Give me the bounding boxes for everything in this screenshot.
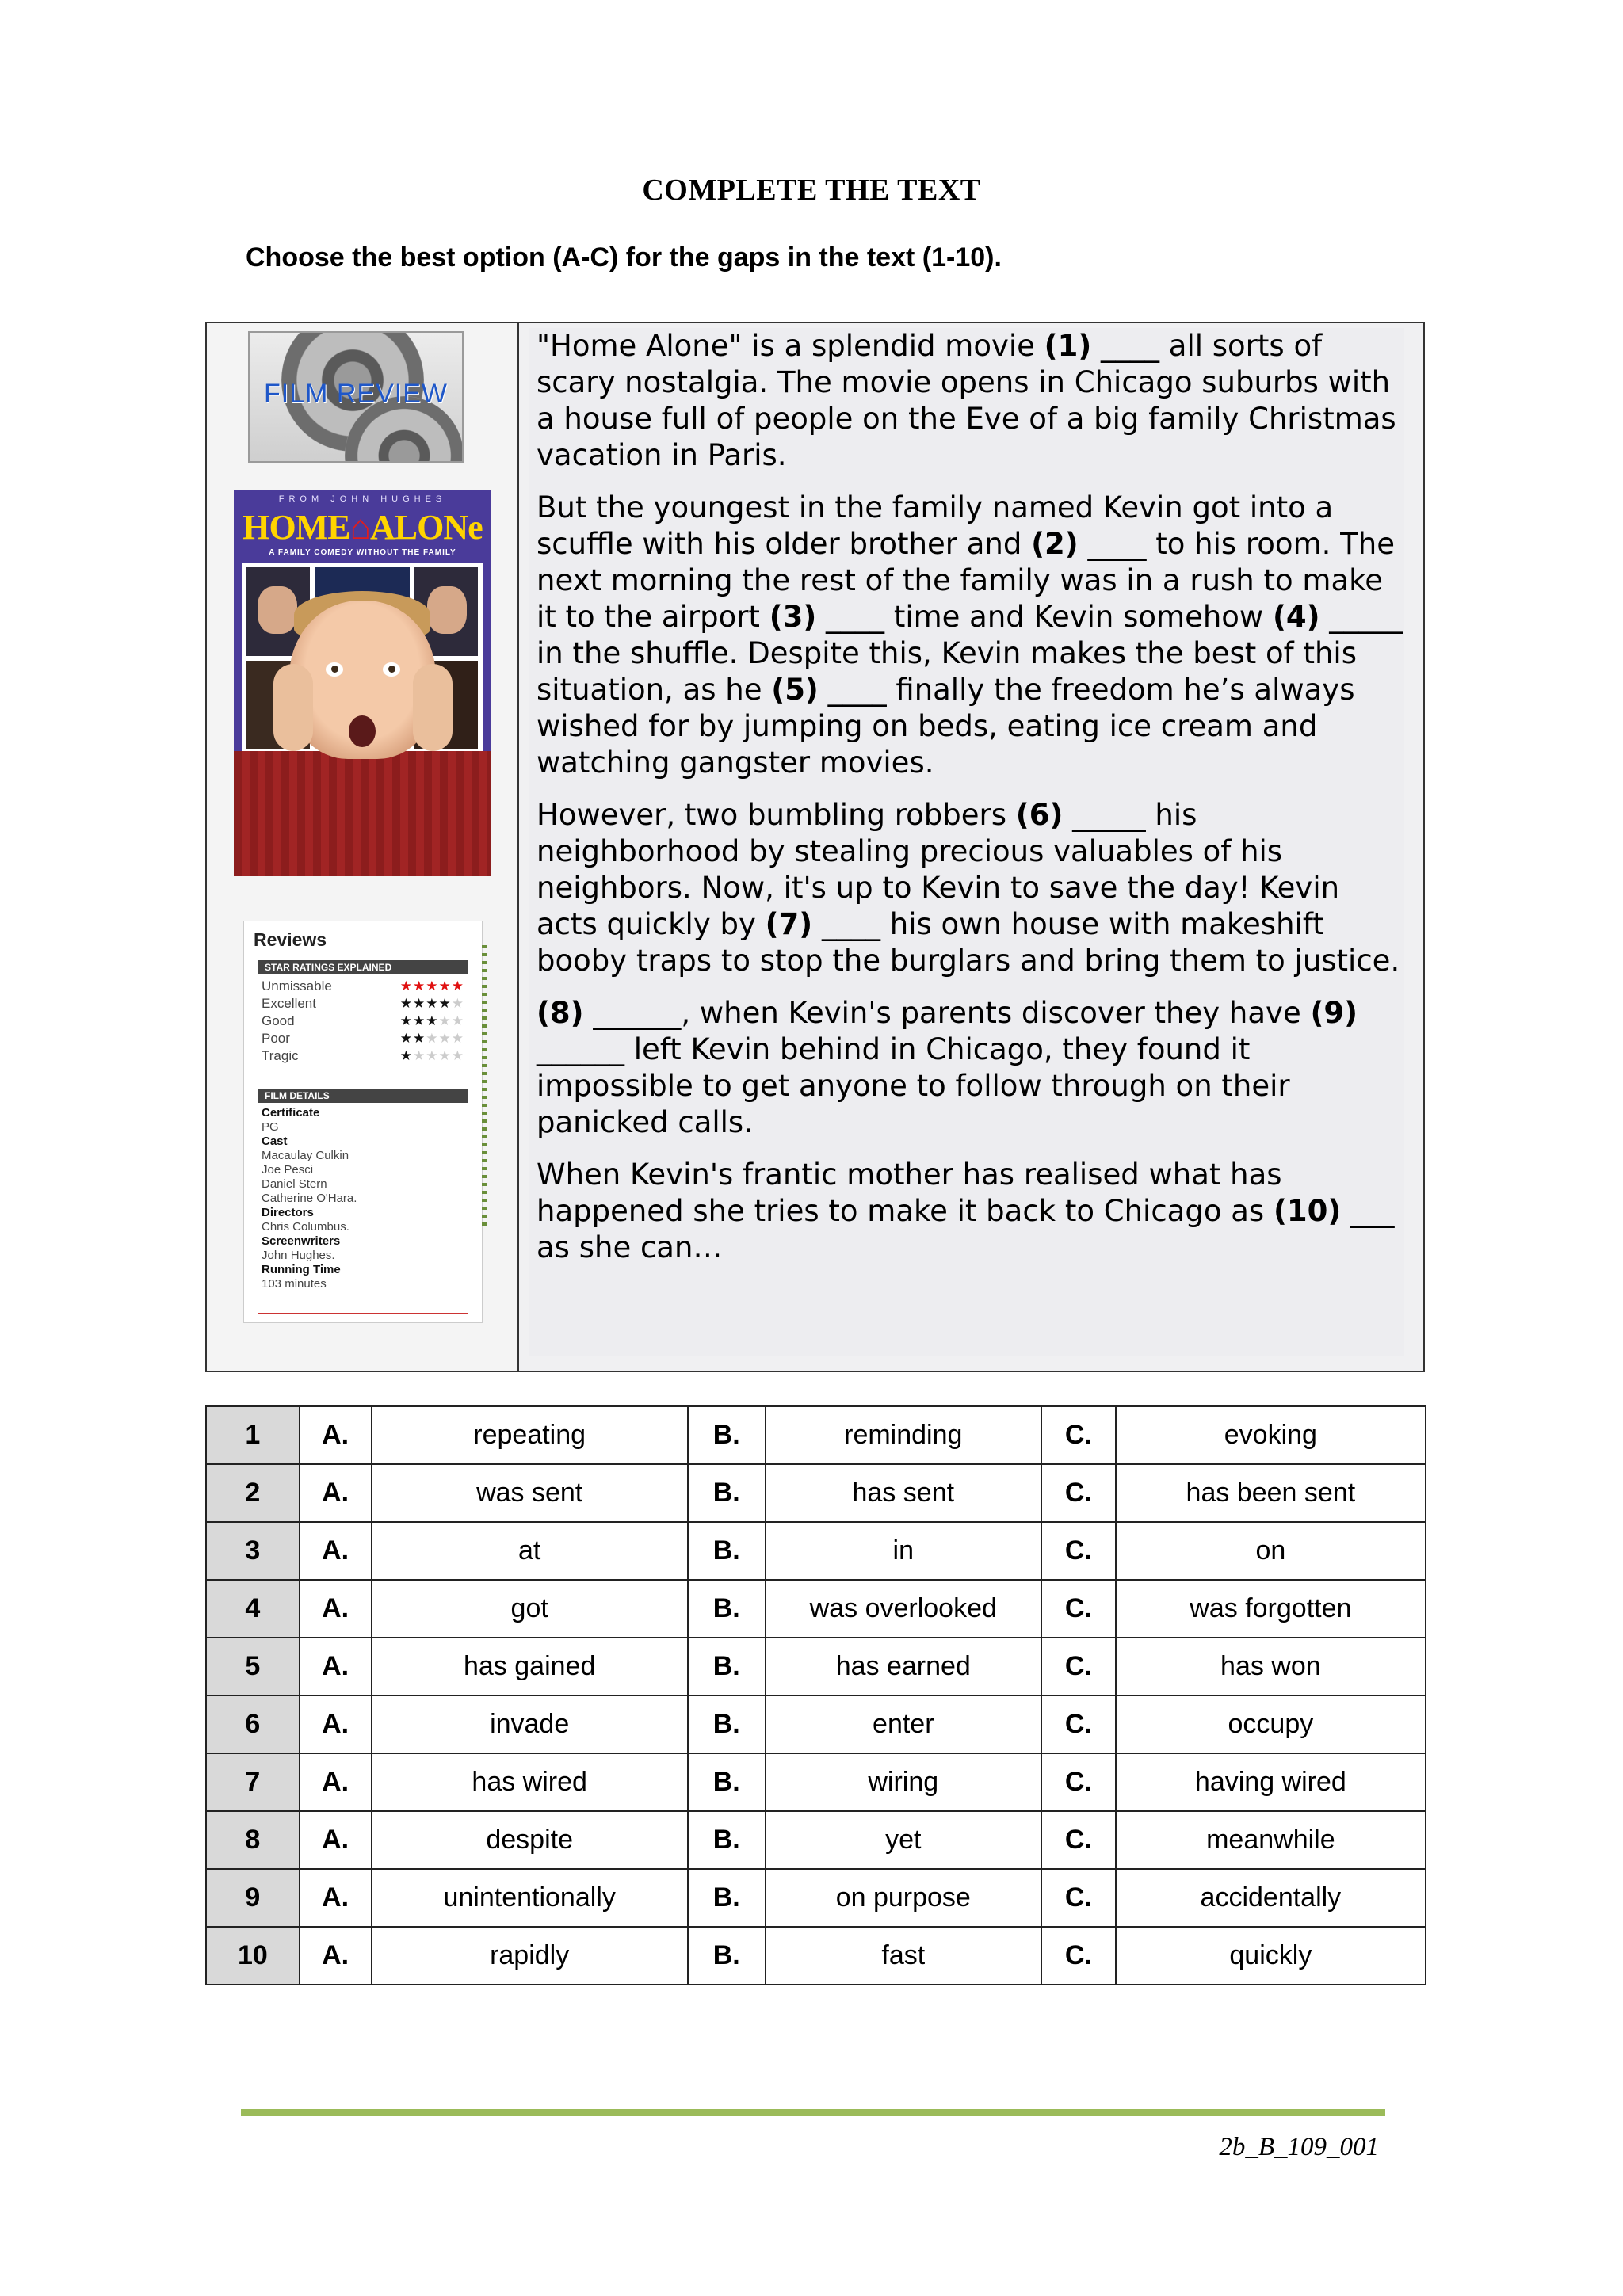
option-a: was sent <box>372 1464 688 1522</box>
paragraph-3: However, two bumbling robbers (6) _____ his neighborhood by stealing precious valuables of his neighbors. Now, it's up to Kevin to save the day! Kevin acts quickly by (7) ____ his own house with makeshift booby traps to stop the burglars and bring them to justice. <box>537 798 1400 978</box>
option-letter-b: B. <box>688 1638 766 1695</box>
ratings-list <box>254 978 472 1065</box>
rating-row <box>254 1030 472 1047</box>
option-letter-a: A. <box>300 1406 372 1464</box>
decorative-edge <box>482 945 487 1230</box>
option-letter-a: A. <box>300 1869 372 1927</box>
rating-label: Tragic <box>262 1048 299 1063</box>
gap-number: (4) <box>1272 600 1320 634</box>
rating-row <box>254 1047 472 1065</box>
option-a: has gained <box>372 1638 688 1695</box>
option-letter-c: C. <box>1041 1695 1116 1753</box>
question-number: 7 <box>206 1753 300 1811</box>
directors-label: Directors <box>262 1206 314 1219</box>
option-letter-a: A. <box>300 1927 372 1985</box>
certificate-label: Certificate <box>262 1106 320 1119</box>
star-rating-icon: ★★★★★ <box>399 978 464 994</box>
options-row <box>206 1811 1426 1869</box>
running-time-label: Running Time <box>262 1263 341 1276</box>
details-header: FILM DETAILS <box>258 1089 468 1103</box>
question-number: 6 <box>206 1695 300 1753</box>
gap-number: (1) <box>1044 329 1092 363</box>
document-code: 2b_B_109_001 <box>1219 2133 1379 2161</box>
option-letter-c: C. <box>1041 1464 1116 1522</box>
image-column <box>207 323 519 1371</box>
gap-number: (2) <box>1031 527 1079 561</box>
option-b: yet <box>766 1811 1041 1869</box>
option-letter-b: B. <box>688 1580 766 1638</box>
question-number: 5 <box>206 1638 300 1695</box>
option-b: on purpose <box>766 1869 1041 1927</box>
option-letter-c: C. <box>1041 1638 1116 1695</box>
star-rating-icon: ★★★★★ <box>399 1048 464 1063</box>
option-letter-b: B. <box>688 1695 766 1753</box>
paragraph-5: When Kevin's frantic mother has realised what has happened she tries to make it back to Chicago as (10) ___ as she can… <box>537 1158 1395 1264</box>
option-a: repeating <box>372 1406 688 1464</box>
options-row <box>206 1522 1426 1580</box>
option-letter-c: C. <box>1041 1522 1116 1580</box>
gap-number: (7) <box>765 907 813 941</box>
options-row <box>206 1695 1426 1753</box>
house-icon: ⌂ <box>349 508 371 547</box>
option-letter-b: B. <box>688 1869 766 1927</box>
options-row <box>206 1927 1426 1985</box>
reviews-card <box>243 921 483 1323</box>
option-letter-a: A. <box>300 1695 372 1753</box>
star-rating-icon: ★★★★★ <box>399 1013 464 1028</box>
gap-number: (8) <box>537 996 584 1030</box>
option-a: invade <box>372 1695 688 1753</box>
question-number: 1 <box>206 1406 300 1464</box>
rating-label: Unmissable <box>262 978 332 994</box>
poster-title-alone: ALONe <box>370 508 483 547</box>
option-letter-a: A. <box>300 1638 372 1695</box>
screenwriters-label: Screenwriters <box>262 1234 341 1248</box>
option-b: enter <box>766 1695 1041 1753</box>
film-review-logo <box>248 331 464 463</box>
option-c: has won <box>1116 1638 1426 1695</box>
option-b: has earned <box>766 1638 1041 1695</box>
poster-title-home: HOME <box>242 508 350 547</box>
poster-hand <box>273 664 313 751</box>
poster-sweater <box>234 751 491 876</box>
paragraph-1: "Home Alone" is a splendid movie (1) ____ all sorts of scary nostalgia. The movie opens in Chicago suburbs with a house full of people on the Eve of a big family Christmas vacation in Paris. <box>537 329 1396 472</box>
option-c: occupy <box>1116 1695 1426 1753</box>
poster-hand <box>413 664 453 751</box>
option-b: was overlooked <box>766 1580 1041 1638</box>
question-number: 8 <box>206 1811 300 1869</box>
option-letter-b: B. <box>688 1753 766 1811</box>
option-b: wiring <box>766 1753 1041 1811</box>
rating-label: Excellent <box>262 996 316 1011</box>
option-a: rapidly <box>372 1927 688 1985</box>
option-letter-c: C. <box>1041 1927 1116 1985</box>
home-alone-poster <box>234 490 491 876</box>
cast-member: Catherine O'Hara. <box>262 1192 357 1205</box>
option-letter-a: A. <box>300 1464 372 1522</box>
gap-number: (10) <box>1273 1194 1342 1228</box>
options-table <box>205 1405 1426 1985</box>
option-letter-b: B. <box>688 1464 766 1522</box>
options-row <box>206 1753 1426 1811</box>
option-a: has wired <box>372 1753 688 1811</box>
film-details <box>254 1089 472 1291</box>
option-a: despite <box>372 1811 688 1869</box>
option-letter-b: B. <box>688 1406 766 1464</box>
passage-text <box>529 328 1404 1266</box>
question-number: 10 <box>206 1927 300 1985</box>
option-letter-b: B. <box>688 1811 766 1869</box>
question-number: 4 <box>206 1580 300 1638</box>
option-letter-b: B. <box>688 1927 766 1985</box>
paragraph-4: (8) ______, when Kevin's parents discover they have (9) ______ left Kevin behind in Chicago, they found it impossible to get anyone to follow through on their panicked calls. <box>537 996 1358 1139</box>
option-c: having wired <box>1116 1753 1426 1811</box>
reviews-title: Reviews <box>254 929 327 950</box>
option-letter-c: C. <box>1041 1811 1116 1869</box>
question-number: 9 <box>206 1869 300 1927</box>
options-row <box>206 1638 1426 1695</box>
gap-number: (3) <box>769 600 817 634</box>
option-letter-c: C. <box>1041 1753 1116 1811</box>
option-b: has sent <box>766 1464 1041 1522</box>
option-a: at <box>372 1522 688 1580</box>
film-review-box <box>205 322 1425 1372</box>
options-row <box>206 1464 1426 1522</box>
page-title: COMPLETE THE TEXT <box>642 174 981 207</box>
gap-number: (6) <box>1015 798 1064 832</box>
option-letter-a: A. <box>300 1753 372 1811</box>
question-number: 2 <box>206 1464 300 1522</box>
option-letter-c: C. <box>1041 1869 1116 1927</box>
option-a: got <box>372 1580 688 1638</box>
cast-member: Daniel Stern <box>262 1177 327 1191</box>
rating-label: Good <box>262 1013 295 1028</box>
options-row <box>206 1406 1426 1464</box>
poster-tagline: A FAMILY COMEDY WITHOUT THE FAMILY <box>269 548 456 557</box>
option-c: accidentally <box>1116 1869 1426 1927</box>
option-c: meanwhile <box>1116 1811 1426 1869</box>
reviews-footer-rule <box>258 1313 468 1314</box>
option-b: fast <box>766 1927 1041 1985</box>
poster-credit: FROM JOHN HUGHES <box>278 494 447 504</box>
screenwriters-value: John Hughes. <box>262 1249 335 1262</box>
option-c: on <box>1116 1522 1426 1580</box>
passage-column <box>519 323 1423 1371</box>
paragraph-2: But the youngest in the family named Kevin got into a scuffle with his older brother and (2) ____ to his room. The next morning the rest of the family was in a rush to make it to the airport (3) ____ time and Kevin somehow (4) _____ in the shuffle. Despite this, Kevin makes the best of this situation, as he (5) ____ finally the freedom he’s always wished for by jumping on beds, eating ice cream and watching gangster movies. <box>537 490 1403 780</box>
running-time-value: 103 minutes <box>262 1277 327 1291</box>
question-number: 3 <box>206 1522 300 1580</box>
option-c: has been sent <box>1116 1464 1426 1522</box>
options-row <box>206 1580 1426 1638</box>
passage-panel <box>529 328 1404 1356</box>
option-b: in <box>766 1522 1041 1580</box>
gap-number: (9) <box>1310 996 1358 1030</box>
cast-member: Macaulay Culkin <box>262 1149 349 1162</box>
option-c: evoking <box>1116 1406 1426 1464</box>
option-c: quickly <box>1116 1927 1426 1985</box>
option-a: unintentionally <box>372 1869 688 1927</box>
cast-label: Cast <box>262 1135 288 1148</box>
gap-number: (5) <box>771 673 819 707</box>
ratings-header: STAR RATINGS EXPLAINED <box>258 960 468 974</box>
certificate-value: PG <box>262 1120 279 1134</box>
cast-member: Joe Pesci <box>262 1163 314 1177</box>
option-letter-c: C. <box>1041 1580 1116 1638</box>
star-rating-icon: ★★★★★ <box>399 996 464 1011</box>
poster-mouth <box>349 715 376 747</box>
option-c: was forgotten <box>1116 1580 1426 1638</box>
options-row <box>206 1869 1426 1927</box>
option-letter-a: A. <box>300 1580 372 1638</box>
rating-row <box>254 978 472 995</box>
poster-title <box>234 507 491 547</box>
rating-label: Poor <box>262 1031 290 1046</box>
instructions: Choose the best option (A-C) for the gaps in the text (1-10). <box>246 242 1002 273</box>
rating-row <box>254 995 472 1013</box>
option-letter-c: C. <box>1041 1406 1116 1464</box>
rating-row <box>254 1013 472 1030</box>
option-letter-a: A. <box>300 1522 372 1580</box>
option-b: reminding <box>766 1406 1041 1464</box>
option-letter-b: B. <box>688 1522 766 1580</box>
footer-rule <box>241 2109 1385 2116</box>
directors-value: Chris Columbus. <box>262 1220 349 1234</box>
film-review-logo-text: FILM REVIEW <box>263 379 449 409</box>
option-letter-a: A. <box>300 1811 372 1869</box>
star-rating-icon: ★★★★★ <box>399 1031 464 1046</box>
